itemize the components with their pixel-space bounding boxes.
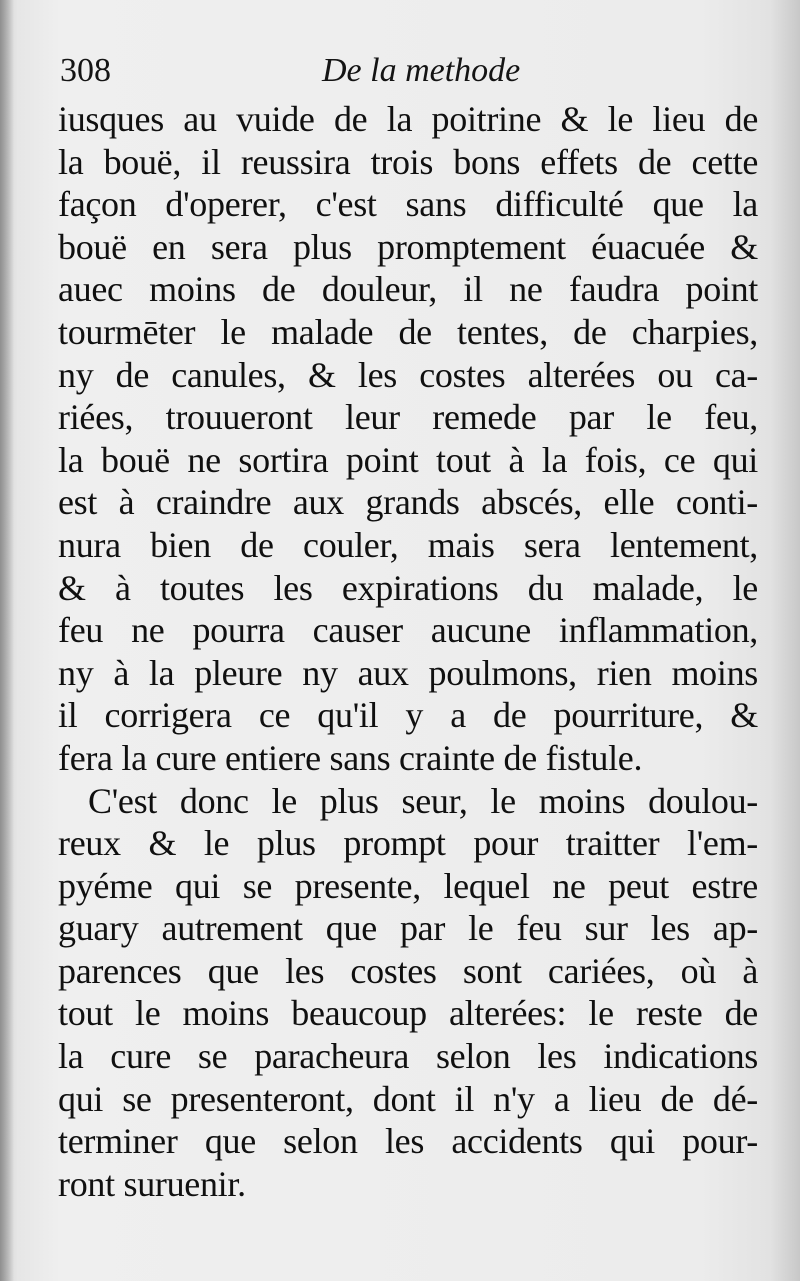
text-line: C'est donc le plus seur, le moins doulou- [88, 780, 758, 821]
text-line: terminer que selon les accidents qui pour- [58, 1121, 758, 1162]
text-line: riées, trouueront leur remede par le feu, [58, 397, 758, 438]
text-line: la bouë, il reussira trois bons effets de cette [58, 141, 758, 182]
text-line: auec moins de douleur, il ne faudra point [58, 269, 758, 310]
text-line: nura bien de couler, mais sera lentement, [58, 524, 758, 565]
text-line: reux & le plus prompt pour traitter l'em- [58, 823, 758, 864]
text-line: ront suruenir. [58, 1163, 246, 1204]
text-line: la cure se paracheura selon les indications [58, 1036, 758, 1077]
paragraph-2 [58, 780, 758, 1206]
text-line: fera la cure entiere sans crainte de fistule. [58, 737, 643, 778]
text-line: guary autrement que par le feu sur les ap- [58, 908, 758, 949]
text-line: parences que les costes sont cariées, où à [58, 950, 758, 991]
running-title: De la methode [322, 52, 521, 89]
text-line: qui se presenteront, dont il n'y a lieu de dé- [58, 1078, 758, 1119]
text-line: tout le moins beaucoup alterées: le reste de [58, 993, 758, 1034]
text-line: iusques au vuide de la poitrine & le lieu de [58, 99, 758, 139]
text-line: bouë en sera plus promptement éuacuée & [58, 226, 758, 267]
text-line: tourmēter le malade de tentes, de charpies, [58, 311, 758, 352]
page-header [60, 52, 750, 98]
text-line: feu ne pourra causer aucune inflammation, [58, 610, 758, 651]
text-line: façon d'operer, c'est sans difficulté que la [58, 184, 758, 225]
page-number: 308 [60, 52, 111, 89]
text-line: & à toutes les expirations du malade, le [58, 567, 758, 608]
paragraph-1 [58, 98, 758, 780]
gutter-shadow [0, 0, 14, 1281]
text-line: pyéme qui se presente, lequel ne peut estre [58, 865, 758, 906]
text-line: ny à la pleure ny aux poulmons, rien moins [58, 652, 758, 693]
text-line: il corrigera ce qu'il y a de pourriture, & [58, 695, 758, 736]
text-line: ny de canules, & les costes alterées ou ca- [58, 354, 758, 395]
text-line: est à craindre aux grands abscés, elle conti- [58, 482, 758, 523]
text-body [58, 98, 758, 1205]
text-line: la bouë ne sortira point tout à la fois, ce qui [58, 439, 758, 480]
